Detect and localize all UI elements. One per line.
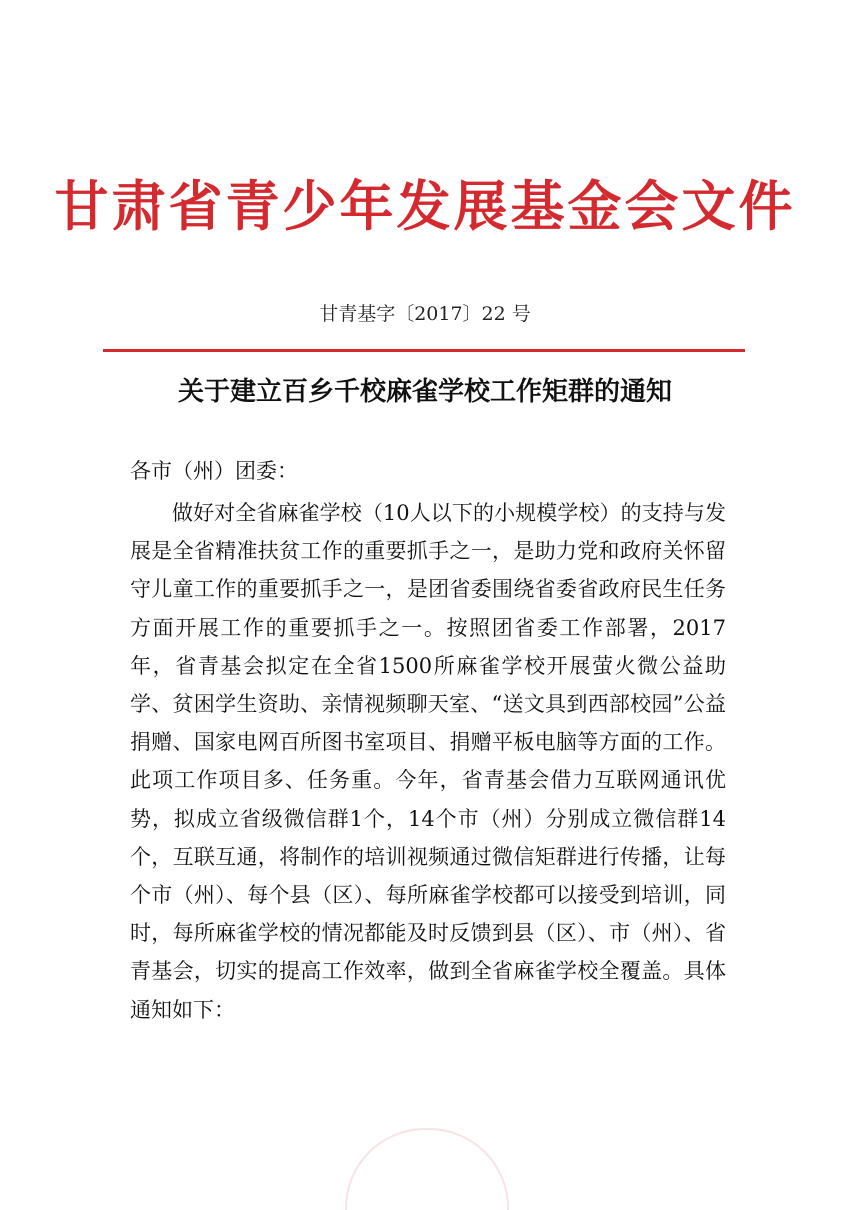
body-paragraph: 做好对全省麻雀学校（10人以下的小规模学校）的支持与发展是全省精准扶贫工作的重要抓手之一，是助力党和政府关怀留守儿童工作的重要抓手之一，是团省委围绕省委省政府民生任务方面开展工作的重要抓手之一。按照团省委工作部署，2017年，省青基会拟定在全省1500所麻雀学校开展萤火微公益助学、贫困学生资助、亲情视频聊天室、“送文具到西部校园”公益捐赠、国家电网百所图书室项目、捐赠平板电脑等方面的工作。此项工作项目多、任务重。今年，省青基会借力互联网通讯优势，拟成立省级微信群1个，14个市（州）分别成立微信群14个，互联互通，将制作的培训视频通过微信矩群进行传播，让每个市（州）、每个县（区）、每所麻雀学校都可以接受到培训，同时，每所麻雀学校的情况都能及时反馈到县（区）、市（州）、省青基会，切实的提高工作效率，做到全省麻雀学校全覆盖。具体通知如下： — [130, 501, 726, 1022]
notice-title: 关于建立百乡千校麻雀学校工作矩群的通知 — [177, 377, 672, 407]
document-header-title: 甘肃省青少年发展基金会文件 — [54, 174, 796, 238]
seal-stamp-edge — [345, 1128, 509, 1210]
document-number: 甘青基字〔2017〕22 号 — [319, 303, 531, 325]
salutation: 各市（州）团委： — [130, 459, 298, 483]
header-red-divider — [103, 349, 745, 352]
